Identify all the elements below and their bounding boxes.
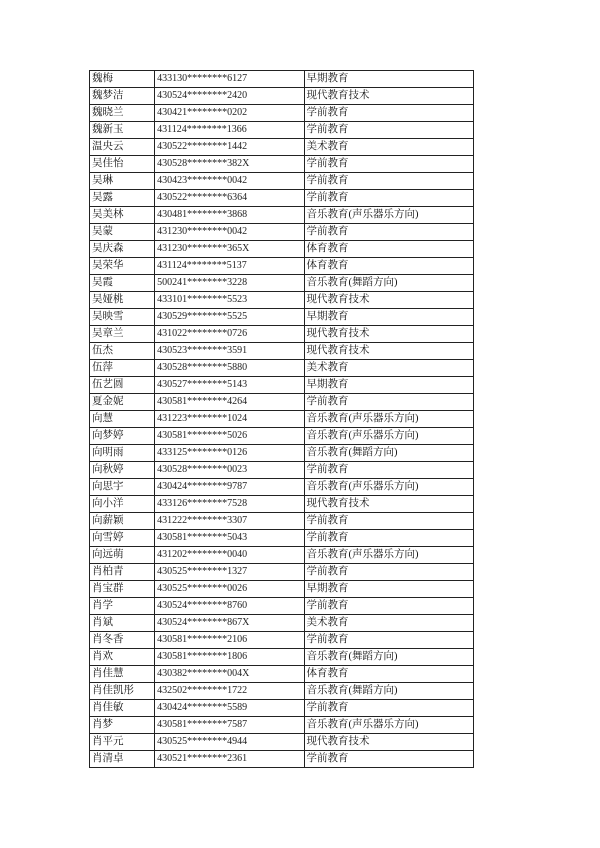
table-row: [90, 496, 474, 513]
table-row: [90, 122, 474, 139]
table-row: [90, 258, 474, 275]
major-cell: 学前教育: [304, 122, 473, 139]
name-cell: 吴露: [90, 190, 155, 207]
id-number-cell: 430423********0042: [155, 173, 304, 190]
id-number-cell: 430528********5880: [155, 360, 304, 377]
table-row: [90, 462, 474, 479]
name-cell: 肖佳慧: [90, 666, 155, 683]
table-row: [90, 394, 474, 411]
id-number-cell: 431222********3307: [155, 513, 304, 530]
id-number-cell: 430421********0202: [155, 105, 304, 122]
table-body: [90, 71, 474, 768]
major-cell: 美术教育: [304, 139, 473, 156]
table-row: [90, 479, 474, 496]
table-row: [90, 105, 474, 122]
id-number-cell: 430481********3868: [155, 207, 304, 224]
id-number-cell: 430527********5143: [155, 377, 304, 394]
major-cell: 学前教育: [304, 513, 473, 530]
table-row: [90, 615, 474, 632]
name-cell: 吴章兰: [90, 326, 155, 343]
name-cell: 肖欢: [90, 649, 155, 666]
id-number-cell: 431022********0726: [155, 326, 304, 343]
name-cell: 向梦婷: [90, 428, 155, 445]
major-cell: 学前教育: [304, 632, 473, 649]
major-cell: 音乐教育(声乐器乐方向): [304, 717, 473, 734]
major-cell: 学前教育: [304, 173, 473, 190]
table-row: [90, 564, 474, 581]
id-number-cell: 430382********004X: [155, 666, 304, 683]
major-cell: 学前教育: [304, 462, 473, 479]
name-cell: 吴庆森: [90, 241, 155, 258]
table-row: [90, 275, 474, 292]
id-number-cell: 430524********8760: [155, 598, 304, 615]
table-row: [90, 445, 474, 462]
name-cell: 魏晓兰: [90, 105, 155, 122]
name-cell: 温央云: [90, 139, 155, 156]
major-cell: 现代教育技术: [304, 292, 473, 309]
major-cell: 体育教育: [304, 241, 473, 258]
major-cell: 学前教育: [304, 105, 473, 122]
id-number-cell: 430581********4264: [155, 394, 304, 411]
table-row: [90, 377, 474, 394]
major-cell: 早期教育: [304, 71, 473, 88]
table-row: [90, 598, 474, 615]
name-cell: 肖佳凯彤: [90, 683, 155, 700]
table-row: [90, 343, 474, 360]
major-cell: 现代教育技术: [304, 496, 473, 513]
table-row: [90, 513, 474, 530]
table-row: [90, 207, 474, 224]
major-cell: 早期教育: [304, 581, 473, 598]
table-row: [90, 88, 474, 105]
major-cell: 音乐教育(舞蹈方向): [304, 275, 473, 292]
table-row: [90, 683, 474, 700]
table-row: [90, 360, 474, 377]
major-cell: 音乐教育(声乐器乐方向): [304, 479, 473, 496]
id-number-cell: 430522********1442: [155, 139, 304, 156]
id-number-cell: 430581********5026: [155, 428, 304, 445]
major-cell: 学前教育: [304, 156, 473, 173]
id-number-cell: 430424********9787: [155, 479, 304, 496]
table-row: [90, 156, 474, 173]
major-cell: 学前教育: [304, 564, 473, 581]
id-number-cell: 430524********2420: [155, 88, 304, 105]
name-cell: 吴霞: [90, 275, 155, 292]
id-number-cell: 433130********6127: [155, 71, 304, 88]
major-cell: 现代教育技术: [304, 326, 473, 343]
id-number-cell: 430521********2361: [155, 751, 304, 768]
name-cell: 魏梅: [90, 71, 155, 88]
name-cell: 吴映雪: [90, 309, 155, 326]
name-cell: 肖冬香: [90, 632, 155, 649]
id-number-cell: 430525********0026: [155, 581, 304, 598]
table-row: [90, 649, 474, 666]
id-number-cell: 432502********1722: [155, 683, 304, 700]
table-row: [90, 530, 474, 547]
table-row: [90, 241, 474, 258]
name-cell: 向雪婷: [90, 530, 155, 547]
table-row: [90, 71, 474, 88]
major-cell: 美术教育: [304, 360, 473, 377]
name-cell: 向思宇: [90, 479, 155, 496]
name-cell: 伍萍: [90, 360, 155, 377]
table-row: [90, 547, 474, 564]
major-cell: 学前教育: [304, 598, 473, 615]
name-cell: 向慧: [90, 411, 155, 428]
name-cell: 肖清卓: [90, 751, 155, 768]
major-cell: 音乐教育(舞蹈方向): [304, 649, 473, 666]
name-cell: 向明雨: [90, 445, 155, 462]
name-cell: 向远萌: [90, 547, 155, 564]
table-row: [90, 717, 474, 734]
name-cell: 肖柏青: [90, 564, 155, 581]
id-number-cell: 430525********1327: [155, 564, 304, 581]
name-cell: 吴琳: [90, 173, 155, 190]
major-cell: 现代教育技术: [304, 88, 473, 105]
name-cell: 吴荣华: [90, 258, 155, 275]
id-number-cell: 430525********4944: [155, 734, 304, 751]
major-cell: 学前教育: [304, 224, 473, 241]
major-cell: 音乐教育(声乐器乐方向): [304, 411, 473, 428]
id-number-cell: 430524********867X: [155, 615, 304, 632]
id-number-cell: 430424********5589: [155, 700, 304, 717]
name-cell: 吴美林: [90, 207, 155, 224]
id-number-cell: 430528********382X: [155, 156, 304, 173]
name-cell: 肖宝群: [90, 581, 155, 598]
id-number-cell: 433101********5523: [155, 292, 304, 309]
major-cell: 学前教育: [304, 190, 473, 207]
id-number-cell: 431124********1366: [155, 122, 304, 139]
id-number-cell: 430529********5525: [155, 309, 304, 326]
table-row: [90, 292, 474, 309]
id-number-cell: 430581********2106: [155, 632, 304, 649]
table-row: [90, 666, 474, 683]
name-cell: 向小洋: [90, 496, 155, 513]
id-number-cell: 430522********6364: [155, 190, 304, 207]
table-row: [90, 700, 474, 717]
id-number-cell: 431202********0040: [155, 547, 304, 564]
id-number-cell: 430581********1806: [155, 649, 304, 666]
major-cell: 学前教育: [304, 751, 473, 768]
id-number-cell: 430528********0023: [155, 462, 304, 479]
major-cell: 音乐教育(声乐器乐方向): [304, 428, 473, 445]
table-row: [90, 632, 474, 649]
major-cell: 音乐教育(舞蹈方向): [304, 445, 473, 462]
table-row: [90, 751, 474, 768]
name-cell: 魏新玉: [90, 122, 155, 139]
id-number-cell: 430581********5043: [155, 530, 304, 547]
major-cell: 美术教育: [304, 615, 473, 632]
name-cell: 肖斌: [90, 615, 155, 632]
table-row: [90, 326, 474, 343]
name-cell: 向薪颖: [90, 513, 155, 530]
id-number-cell: 431223********1024: [155, 411, 304, 428]
table-row: [90, 411, 474, 428]
name-cell: 向秋婷: [90, 462, 155, 479]
id-number-cell: 431230********0042: [155, 224, 304, 241]
name-cell: 魏梦洁: [90, 88, 155, 105]
id-number-cell: 433125********0126: [155, 445, 304, 462]
major-cell: 早期教育: [304, 309, 473, 326]
table-row: [90, 309, 474, 326]
major-cell: 音乐教育(舞蹈方向): [304, 683, 473, 700]
major-cell: 学前教育: [304, 530, 473, 547]
table-row: [90, 734, 474, 751]
major-cell: 体育教育: [304, 666, 473, 683]
major-cell: 音乐教育(声乐器乐方向): [304, 547, 473, 564]
major-cell: 现代教育技术: [304, 734, 473, 751]
id-number-cell: 430581********7587: [155, 717, 304, 734]
table-row: [90, 428, 474, 445]
major-cell: 体育教育: [304, 258, 473, 275]
id-number-cell: 430523********3591: [155, 343, 304, 360]
name-cell: 肖梦: [90, 717, 155, 734]
table-row: [90, 224, 474, 241]
name-cell: 吴佳怡: [90, 156, 155, 173]
name-cell: 夏金妮: [90, 394, 155, 411]
name-cell: 伍杰: [90, 343, 155, 360]
id-number-cell: 431230********365X: [155, 241, 304, 258]
table-row: [90, 190, 474, 207]
name-cell: 吴蒙: [90, 224, 155, 241]
major-cell: 学前教育: [304, 700, 473, 717]
major-cell: 现代教育技术: [304, 343, 473, 360]
id-number-cell: 433126********7528: [155, 496, 304, 513]
major-cell: 早期教育: [304, 377, 473, 394]
id-number-cell: 500241********3228: [155, 275, 304, 292]
name-cell: 伍艺圆: [90, 377, 155, 394]
table-row: [90, 581, 474, 598]
name-cell: 肖平元: [90, 734, 155, 751]
name-cell: 吴娅桃: [90, 292, 155, 309]
major-cell: 音乐教育(声乐器乐方向): [304, 207, 473, 224]
table-row: [90, 173, 474, 190]
name-cell: 肖佳敏: [90, 700, 155, 717]
name-cell: 肖学: [90, 598, 155, 615]
student-list-table: [89, 70, 474, 768]
major-cell: 学前教育: [304, 394, 473, 411]
id-number-cell: 431124********5137: [155, 258, 304, 275]
table-row: [90, 139, 474, 156]
